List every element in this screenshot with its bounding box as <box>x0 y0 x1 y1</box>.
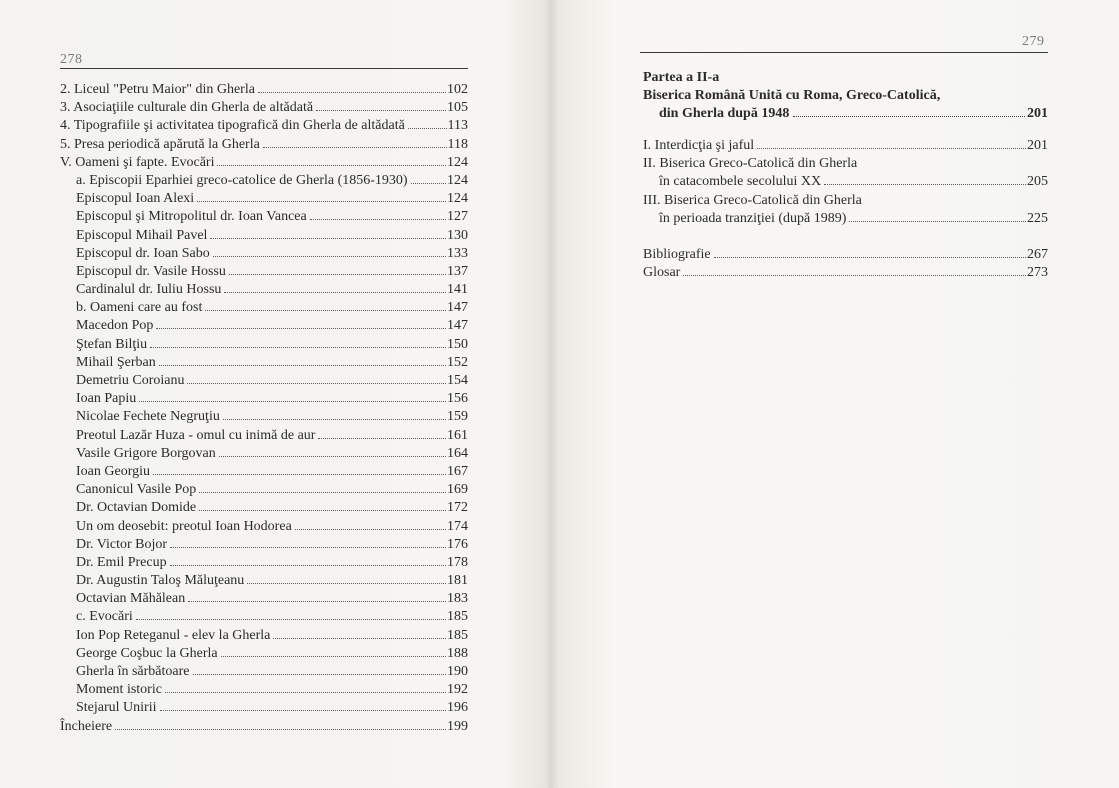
toc-entry-title: 3. Asociaţiile culturale din Gherla de altădată <box>60 100 314 116</box>
toc-entry-page: 137 <box>447 263 468 279</box>
toc-entry-page: 185 <box>447 609 468 625</box>
dot-leader <box>199 510 446 511</box>
right-page <box>548 0 1119 788</box>
dot-leader <box>229 274 446 275</box>
toc-entry <box>60 481 468 499</box>
toc-entry-page: 141 <box>447 282 468 298</box>
toc-entry-title: Macedon Pop <box>76 318 154 334</box>
dot-leader <box>247 583 446 584</box>
toc-entry <box>60 372 468 390</box>
toc-entry-title: Episcopul dr. Ioan Sabo <box>76 245 210 261</box>
toc-entry <box>643 264 1048 282</box>
toc-entry <box>60 627 468 645</box>
dot-leader <box>205 310 446 311</box>
dot-leader <box>273 638 446 639</box>
toc-entry <box>60 572 468 590</box>
toc-entry <box>60 281 468 299</box>
toc-entry-title: b. Oameni care au fost <box>76 300 203 316</box>
toc-entry-title: Bibliografie <box>643 247 711 262</box>
toc-entry-page: 159 <box>447 409 468 425</box>
part-heading-page: 201 <box>1027 106 1048 121</box>
toc-entry-page: 167 <box>447 463 468 479</box>
toc-entry-page: 178 <box>447 554 468 570</box>
toc-entry-page: 130 <box>447 227 468 243</box>
toc-entry-page: 196 <box>447 700 468 716</box>
dot-leader <box>793 116 1025 117</box>
toc-entry <box>60 154 468 172</box>
toc-entry-title: Mihail Şerban <box>76 354 156 370</box>
toc-entry <box>60 390 468 408</box>
toc-entry <box>60 463 468 481</box>
toc-entry-page: 267 <box>1027 247 1048 262</box>
toc-entry-title: Episcopul şi Mitropolitul dr. Ioan Vancea <box>76 209 307 225</box>
toc-entry-title: Glosar <box>643 265 681 281</box>
toc-entry <box>60 117 468 135</box>
toc-entry-title: Ioan Papiu <box>76 391 137 407</box>
toc-entry-page: 190 <box>447 664 468 679</box>
toc-entry-title: Ioan Georgiu <box>76 463 150 479</box>
dot-leader <box>115 729 446 730</box>
toc-entry-title: V. Oameni şi fapte. Evocări <box>60 154 215 170</box>
toc-entry-page: 147 <box>447 300 468 316</box>
toc-entry-page: 161 <box>447 427 468 443</box>
toc-entry <box>60 99 468 117</box>
toc-entry-title: Cardinalul dr. Iuliu Hossu <box>76 282 222 298</box>
toc-entry-page: 225 <box>1027 210 1048 226</box>
toc-entry-page: 176 <box>447 536 468 552</box>
toc-list-left <box>60 81 468 736</box>
dot-leader <box>210 238 446 239</box>
toc-entry <box>60 518 468 536</box>
toc-entry-title: Nicolae Fechete Negruţiu <box>76 409 220 425</box>
toc-entry-page: 124 <box>447 154 468 170</box>
dot-leader <box>824 184 1026 185</box>
dot-leader <box>170 547 446 548</box>
toc-entry <box>60 81 468 99</box>
part-heading <box>643 69 1048 123</box>
toc-entry-page: 102 <box>447 82 468 97</box>
toc-entry-title: Un om deosebit: preotul Ioan Hodorea <box>76 518 292 534</box>
dot-leader <box>213 256 446 257</box>
toc-entry <box>60 208 468 226</box>
toc-entry-title: I. Interdicţia şi jaful <box>643 138 755 153</box>
header-rule-left <box>60 68 468 69</box>
toc-entry <box>60 354 468 372</box>
toc-entry <box>60 136 468 154</box>
dot-leader <box>316 110 446 111</box>
toc-entry <box>60 590 468 608</box>
toc-entry-title: II. Biserica Greco-Catolică din Gherla <box>643 156 858 172</box>
dot-leader <box>224 292 446 293</box>
dot-leader <box>683 275 1026 276</box>
toc-entry-page: 183 <box>447 591 468 607</box>
toc-entry <box>60 317 468 335</box>
toc-entry-page: 201 <box>1027 138 1048 153</box>
toc-entry-title: Ştefan Bilţiu <box>76 336 148 352</box>
dot-leader <box>139 401 446 402</box>
toc-entry-page: 192 <box>447 682 468 698</box>
toc-entry-title: c. Evocări <box>76 609 133 625</box>
toc-entry <box>60 608 468 626</box>
toc-entry-title: Ion Pop Reteganul - elev la Gherla <box>76 627 271 643</box>
dot-leader <box>187 383 446 384</box>
toc-entry <box>60 227 468 245</box>
toc-entry-page: 124 <box>447 172 468 188</box>
dot-leader <box>136 619 446 620</box>
toc-list-right <box>643 137 1048 228</box>
toc-entry-page: 172 <box>447 500 468 516</box>
dot-leader <box>199 492 446 493</box>
toc-entry-page: 124 <box>447 191 468 207</box>
toc-entry-page: 133 <box>447 245 468 261</box>
toc-entry-page: 105 <box>447 100 468 116</box>
toc-back-matter <box>643 246 1048 282</box>
dot-leader <box>849 221 1026 222</box>
toc-entry-page: 199 <box>447 718 468 734</box>
toc-entry <box>60 663 468 681</box>
dot-leader <box>411 183 446 184</box>
dot-leader <box>153 474 446 475</box>
dot-leader <box>263 147 447 148</box>
toc-entry-title: Octavian Măhălean <box>76 591 186 607</box>
toc-entry <box>643 173 1048 191</box>
toc-entry-title: Episcopul Ioan Alexi <box>76 191 195 207</box>
toc-entry <box>643 246 1048 264</box>
dot-leader <box>160 710 447 711</box>
toc-entry-page: 273 <box>1027 265 1048 281</box>
toc-entry <box>60 299 468 317</box>
toc-entry-title: III. Biserica Greco-Catolică din Gherla <box>643 192 862 208</box>
toc-entry-title: Gherla în sărbătoare <box>76 664 190 679</box>
dot-leader <box>219 456 446 457</box>
toc-entry <box>60 554 468 572</box>
page-number-left: 278 <box>60 52 83 67</box>
toc-entry-page: 181 <box>447 573 468 589</box>
toc-entry <box>60 408 468 426</box>
toc-entry-title: în catacombele secolului XX <box>659 174 822 190</box>
toc-entry-page: 205 <box>1027 174 1048 190</box>
toc-entry-title: 4. Tipografiile şi activitatea tipografică din Gherla de altădată <box>60 118 405 134</box>
dot-leader <box>193 674 447 675</box>
part-heading-line3-text: din Gherla după 1948 <box>659 106 790 121</box>
toc-entry-title: Dr. Emil Precup <box>76 554 167 570</box>
toc-entry-title: Stejarul Unirii <box>76 700 157 716</box>
toc-entry-page: 164 <box>447 445 468 461</box>
toc-entry <box>60 699 468 717</box>
dot-leader <box>258 92 446 93</box>
dot-leader <box>159 365 446 366</box>
toc-entry <box>60 645 468 663</box>
toc-entry-page: 127 <box>447 209 468 225</box>
left-page <box>0 0 548 788</box>
dot-leader <box>150 347 446 348</box>
page-number-right: 279 <box>1022 34 1045 49</box>
dot-leader <box>295 529 446 530</box>
toc-entry <box>60 536 468 554</box>
toc-entry <box>60 445 468 463</box>
dot-leader <box>156 328 446 329</box>
toc-entry-title: Dr. Victor Bojor <box>76 536 168 552</box>
toc-entry-title: a. Episcopii Eparhiei greco-catolice de Gherla (1856-1930) <box>76 172 408 188</box>
dot-leader <box>221 656 446 657</box>
toc-entry-page: 118 <box>447 136 468 152</box>
toc-entry-title: Demetriu Coroianu <box>76 373 185 388</box>
dot-leader <box>197 201 446 202</box>
toc-entry-page: 156 <box>447 391 468 407</box>
toc-entry-title: Episcopul dr. Vasile Hossu <box>76 263 226 279</box>
toc-entry-title: Episcopul Mihail Pavel <box>76 227 208 243</box>
toc-entry-title: Canonicul Vasile Pop <box>76 482 197 498</box>
toc-entry-title: 2. Liceul "Petru Maior" din Gherla <box>60 82 255 97</box>
part-heading-line1: Partea a II-a <box>643 70 720 85</box>
dot-leader <box>757 148 1026 149</box>
toc-entry <box>643 192 1048 210</box>
part-heading-line3 <box>643 105 1048 123</box>
toc-entry <box>60 190 468 208</box>
toc-entry <box>60 718 468 736</box>
dot-leader <box>223 419 446 420</box>
toc-entry <box>60 172 468 190</box>
dot-leader <box>165 692 446 693</box>
dot-leader <box>310 219 446 220</box>
toc-entry-page: 174 <box>447 518 468 534</box>
header-rule-right <box>640 52 1048 53</box>
toc-entry <box>60 263 468 281</box>
toc-entry <box>60 245 468 263</box>
toc-entry <box>643 137 1048 155</box>
toc-entry-page: 113 <box>447 118 468 134</box>
part-heading-line2: Biserica Română Unită cu Roma, Greco-Catolică, <box>643 88 941 103</box>
dot-leader <box>318 438 446 439</box>
toc-entry-page: 185 <box>447 627 468 643</box>
toc-entry-title: Dr. Octavian Domide <box>76 500 197 516</box>
toc-entry-page: 147 <box>447 318 468 334</box>
toc-entry <box>60 499 468 517</box>
toc-entry <box>60 427 468 445</box>
dot-leader <box>217 165 446 166</box>
toc-entry-title: 5. Presa periodică apărută la Gherla <box>60 136 260 152</box>
dot-leader <box>714 257 1026 258</box>
toc-entry-title: George Coşbuc la Gherla <box>76 645 218 661</box>
toc-entry-title: Moment istoric <box>76 682 162 698</box>
toc-entry-title: Încheiere <box>60 718 113 734</box>
toc-entry-page: 169 <box>447 482 468 498</box>
toc-entry-title: în perioada tranziţiei (după 1989) <box>659 210 847 226</box>
dot-leader <box>170 565 446 566</box>
toc-entry <box>643 155 1048 173</box>
toc-entry-page: 150 <box>447 336 468 352</box>
toc-entry-page: 154 <box>447 373 468 388</box>
toc-entry-page: 152 <box>447 354 468 370</box>
toc-entry-title: Dr. Augustin Taloş Măluţeanu <box>76 573 245 589</box>
toc-entry <box>60 681 468 699</box>
toc-entry <box>60 336 468 354</box>
toc-entry <box>643 210 1048 228</box>
dot-leader <box>408 128 447 129</box>
toc-entry-title: Preotul Lazăr Huza - omul cu inimă de aur <box>76 427 316 443</box>
toc-entry-page: 188 <box>447 645 468 661</box>
toc-entry-title: Vasile Grigore Borgovan <box>76 445 216 461</box>
dot-leader <box>188 601 446 602</box>
